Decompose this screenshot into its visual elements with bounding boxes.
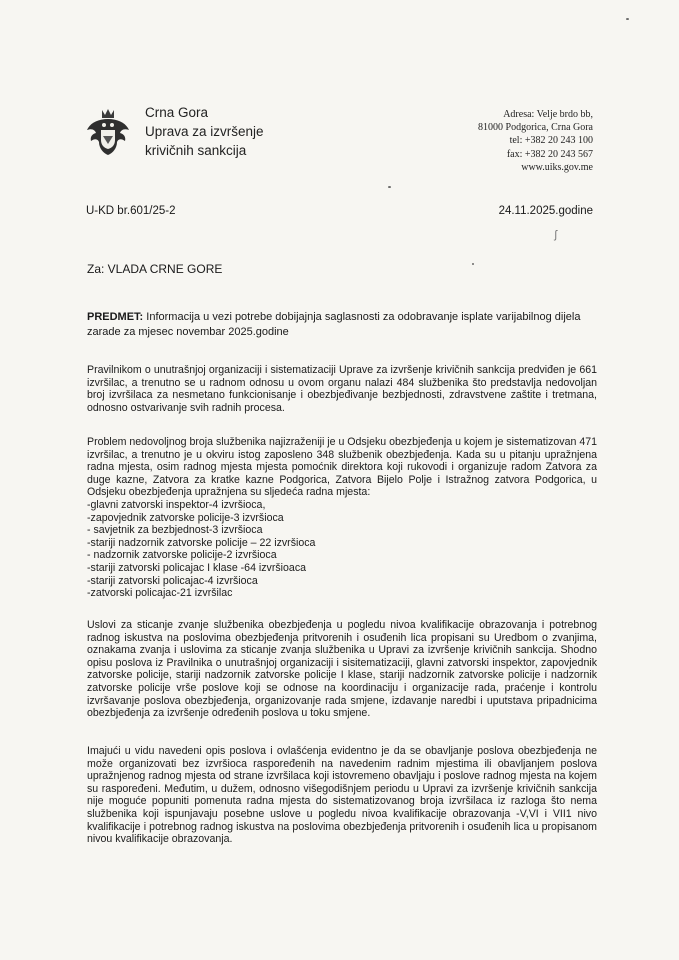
scan-speck	[626, 18, 629, 20]
contact-city: 81000 Podgorica, Crna Gora	[478, 122, 593, 134]
list-item: -zatvorski policajac-21 izvršilac	[87, 587, 233, 600]
org-line-agency: Uprava za izvršenje	[145, 124, 264, 139]
organization-name	[145, 103, 264, 160]
subject-label: PREDMET:	[87, 311, 144, 323]
document-date: 24.11.2025.godine	[498, 205, 593, 217]
org-line-agency-cont: krivičnih sankcija	[145, 143, 247, 158]
scan-speck	[388, 186, 391, 188]
list-item: -zapovjednik zatvorske policije-3 izvršioca	[87, 511, 284, 524]
contact-tel: tel: +382 20 243 100	[509, 135, 593, 147]
paragraph-4: Imajući u vidu navedeni opis poslova i ovlašćenja evidentno je da se obavljanje poslova obezbjeđenja ne može organizovati bez izvršioca raspoređenih na navedenim radnim mjestima ili obavljanjem poslova upražnjenog radnog mjesta od strane izvršilaca koji istovremeno obavljaju i poslove radnog mjesta na kojem su raspoređeni. Međutim, u dužem, odnosno višegodišnjem periodu u Upravi za izvršenje krivičnih sankcija nije moguće popuniti pomenuta radna mjesta do sistematizovanog broja izvršilaca iz razloga što nema službenika koji ispunjavaju posebne uslove u pogledu nivoa kvalifikacije obrazovanja -V,VI i VII1 nivo kvalifikacije i potrebnog radnog iskustva na poslovima obezbjeđenja pritvorenih i osuđenih lica u propisanom nivou kvalifikacije obrazovanja.	[87, 745, 597, 846]
pen-mark: ʃ	[554, 229, 557, 241]
contact-block	[478, 108, 593, 174]
list-item: -stariji zatvorski policajac I klase -64 izvršioaca	[87, 561, 307, 574]
subject	[87, 310, 597, 340]
subject-text: Informacija u vezi potrebe dobijajnja saglasnosti za odobravanje isplate varijabilnog dijela zarade za mjesec novembar 2025.godine	[87, 311, 581, 338]
contact-fax: fax: +382 20 243 567	[506, 148, 593, 160]
positions-list	[87, 499, 597, 600]
scan-speck	[472, 263, 474, 265]
contact-address: Adresa: Velje brdo bb,	[503, 109, 593, 120]
list-item: -glavni zatvorski inspektor-4 izvršioca,	[87, 499, 266, 511]
paragraph-2: Problem nedovoljnog broja službenika najizraženiji je u Odsjeku obezbjeđenja u kojem je sistematizovan 471 izvršilac, a trenutno je u okviru istog zaposleno 348 službenik obezbjeđenja. Kada su u pitanju upražnjena radna mjesta, osim radnog mjesta mjesta pomoćnik direktora koji rukovodi i organizuje radom Zatvora za duge kazne, Zatvora za kratke kazne Podgorica, Zatvora Bijelo Polje i Istražnog zatvora Podgorica, u Odsjeku obezbjeđenja upražnjena su sljedeća radna mjesta:	[87, 436, 597, 499]
reference-number: U-KD br.601/25-2	[86, 205, 176, 217]
recipient: Za: VLADA CRNE GORE	[87, 262, 223, 276]
list-item: - nadzornik zatvorske policije-2 izvršioca	[87, 549, 277, 562]
paragraph-3: Uslovi za sticanje zvanje službenika obezbjeđenja u pogledu nivoa kvalifikacije obrazovanja i potrebnog radnog iskustva na poslovima obezbjeđenja pritvorenih i osuđenih lica propisani su Uredbom o zvanjima, oznakama zvanja i uslovima za sticanje zvanja službenika u Upravi za izvršenje krivičnih sankcija. Shodno opisu poslova iz Pravilnika o unutrašnjoj organizaciji i sisitematizaciji, glavni zatvorski inspektor, zapovjednik zatvorske policije, stariji nadzornik zatvorske policije I klase, stariji nadzornik zatvorske policije i nadzornik zatvorske policije vrše poslove koji se odnose na koordinaciju i organizacije rada, praćenje i kontrolu izvršavanje poslova obezbjeđenja, organizovanje rada smjene, izdavanje naredbi i uputstava pripadnicima obezbjeđenja za izvršenje određenih poslova u toku smjene.	[87, 619, 597, 720]
list-item: - savjetnik za bezbjednost-3 izvršioca	[87, 524, 263, 537]
list-item: -stariji zatvorski policajac-4 izvršioca	[87, 574, 258, 587]
coat-of-arms-icon	[84, 106, 132, 156]
list-item: -stariji nadzornik zatvorske policije – 22 izvršioca	[87, 536, 316, 549]
org-line-country: Crna Gora	[145, 105, 209, 120]
contact-web: www.uiks.gov.me	[521, 161, 593, 173]
paragraph-1: Pravilnikom o unutrašnjoj organizaciji i sistematizaciji Uprave za izvršenje krivičnih sankcija predviđen je 661 izvršilac, a trenutno se u radnom odnosu u ovom organu nalazi 484 službenika što predstavlja nedovoljan broj izvršilaca za nesmetano funkcionisanje i obezbjeđivanje bezbjednosti, zdravstvene zaštite i tretmana, odnosno ostvarivanje svih radnih procesa.	[87, 364, 597, 414]
